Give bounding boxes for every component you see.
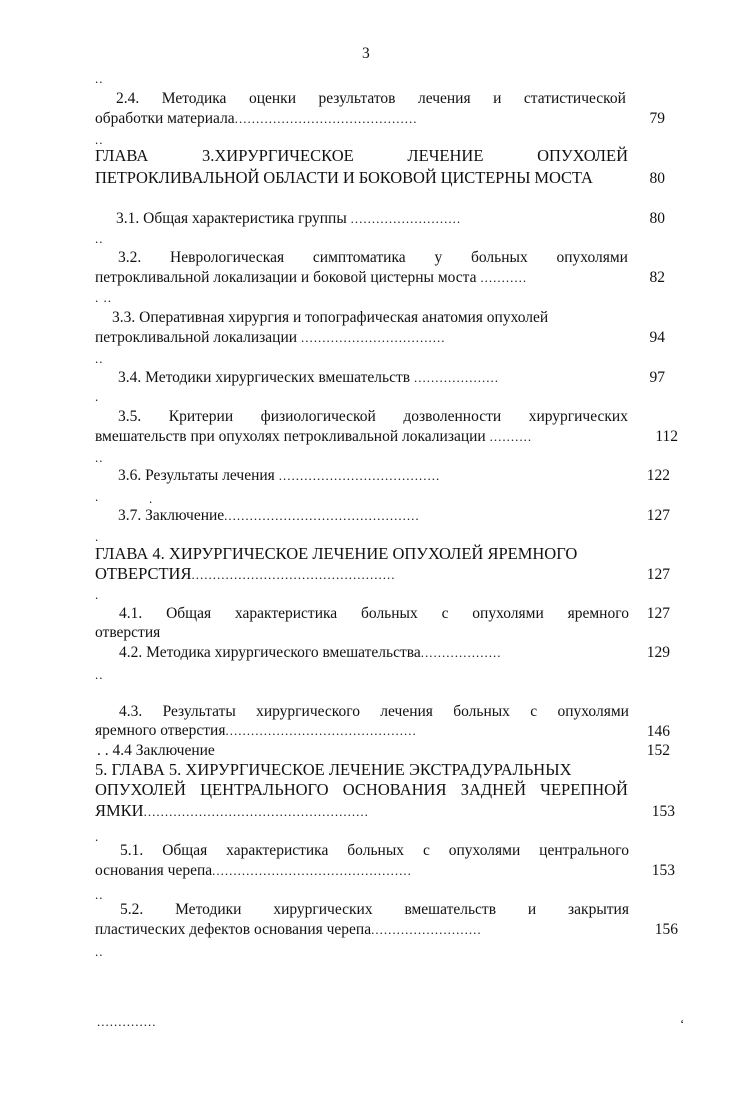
toc-entry-4-4: . . 4.4 Заключение — [97, 742, 215, 759]
toc-entry-3-3-line2: петрокливальной локализации .................................. — [95, 329, 446, 346]
stray-dots: .. — [95, 450, 104, 465]
dot-leader: ........... — [480, 270, 528, 285]
toc-page-number: 129 — [646, 644, 670, 661]
toc-page-number: 156 — [654, 921, 678, 938]
dot-leader: ..................................................... — [143, 804, 369, 819]
dot-leader: .............................................. — [224, 508, 420, 523]
dot-leader: ...................................... — [278, 468, 441, 483]
stray-dots: .. — [95, 351, 104, 366]
toc-page-number: 127 — [646, 507, 670, 524]
toc-entry-3-1: 3.1. Общая характеристика группы .......................... — [116, 210, 462, 227]
toc-page-number: 79 — [649, 110, 665, 127]
toc-chapter-3-line2: ПЕТРОКЛИВАЛЬНОЙ ОБЛАСТИ И БОКОВОЙ ЦИСТЕРНЫ МОСТА — [95, 168, 593, 187]
dot-leader: ................... — [420, 645, 502, 660]
toc-page-number: 97 — [649, 369, 665, 386]
toc-page-number: 153 — [651, 862, 675, 879]
stray-dots: . .. — [95, 290, 112, 305]
toc-entry-4-1-line1: 4.1. Общая характеристика больных с опухолями яремного — [119, 605, 629, 622]
toc-entry-3-5-line1: 3.5. Критерии физиологической дозволенности хирургических — [118, 408, 628, 425]
toc-entry-3-3-line1: 3.3. Оперативная хирургия и топографическая анатомия опухолей — [112, 309, 549, 326]
toc-page-number: 112 — [655, 428, 678, 445]
dot-leader: .................... — [413, 370, 499, 385]
toc-page-number: 80 — [649, 210, 665, 227]
toc-page-number: 153 — [651, 803, 675, 820]
stray-dots: . — [95, 389, 100, 404]
toc-entry-3-2-line2: петрокливальной локализации и боковой цистерны моста ........... — [95, 269, 528, 286]
toc-entry-4-3-line1: 4.3. Результаты хирургического лечения больных с опухолями — [119, 703, 629, 720]
toc-entry-5-2-line1: 5.2. Методики хирургических вмешательств и закрытия — [120, 901, 629, 918]
toc-entry-3-2-line1: 3.2. Неврологическая симптоматика у больных опухолями — [118, 249, 628, 266]
toc-chapter-5-line3: ЯМКИ..................................................... — [95, 801, 369, 820]
page-number: 3 — [362, 45, 370, 62]
toc-entry-3-7: 3.7. Заключение.............................................. — [118, 507, 420, 524]
toc-entry-2-4-line1: 2.4. Методика оценки результатов лечения и статистической — [116, 90, 626, 107]
dot-leader: ................................................ — [191, 567, 396, 582]
dot-leader: .......................... — [371, 922, 482, 937]
toc-page-number: 80 — [649, 170, 665, 187]
toc-page-number: 127 — [646, 566, 670, 583]
stray-dots: ‘ — [680, 1016, 686, 1031]
toc-chapter-4-line1: ГЛАВА 4. ХИРУРГИЧЕСКОЕ ЛЕЧЕНИЕ ОПУХОЛЕЙ ЯРЕМНОГО — [95, 544, 578, 563]
stray-dots: .. — [95, 132, 104, 147]
toc-entry-3-5-line2: вмешательств при опухолях петрокливальной локализации .......... — [95, 428, 533, 445]
toc-page-number: 127 — [646, 605, 670, 622]
toc-entry-4-1-line2: отверстия — [95, 624, 161, 641]
toc-page-number: 122 — [646, 467, 670, 484]
dot-leader: .................................. — [300, 330, 446, 345]
stray-dots: .. — [95, 231, 104, 246]
toc-chapter-5-line2: ОПУХОЛЕЙ ЦЕНТРАЛЬНОГО ОСНОВАНИЯ ЗАДНЕЙ ЧЕРЕПНОЙ — [95, 780, 628, 799]
toc-page-number: 82 — [649, 269, 665, 286]
stray-dots: . — [95, 829, 100, 844]
toc-page-number: 94 — [649, 329, 665, 346]
dot-leader: ........................................... — [234, 111, 418, 126]
dot-leader: .......... — [489, 429, 533, 444]
dot-leader: .......................... — [350, 211, 462, 226]
toc-entry-3-4: 3.4. Методики хирургических вмешательств .................... — [118, 369, 499, 386]
stray-dots: .. — [95, 887, 104, 902]
toc-chapter-4-line2: ОТВЕРСТИЯ................................................ — [95, 564, 396, 583]
toc-page-number: 152 — [646, 742, 670, 759]
dot-leader: ............................................. — [225, 723, 417, 738]
toc-page-number: 146 — [646, 723, 670, 740]
dot-leader: ............................................... — [212, 863, 412, 878]
stray-dots: . — [95, 587, 100, 602]
toc-entry-5-1-line2: основания черепа............................................... — [95, 862, 412, 879]
stray-dots: . — [95, 489, 100, 504]
stray-dots: .............. — [97, 1014, 157, 1029]
stray-dots: .. — [95, 944, 104, 959]
toc-entry-2-4-line2: обработки материала........................................... — [95, 110, 418, 127]
stray-dots: . — [149, 491, 154, 506]
toc-entry-5-2-line2: пластических дефектов основания черепа.......................... — [95, 921, 482, 938]
toc-entry-5-1-line1: 5.1. Общая характеристика больных с опухолями центрального — [120, 842, 629, 859]
stray-dots: .. — [95, 667, 104, 682]
toc-entry-4-3-line2: яремного отверстия............................................. — [95, 722, 417, 739]
stray-dots: . — [95, 529, 100, 544]
toc-entry-3-6: 3.6. Результаты лечения ...................................... — [118, 467, 441, 484]
toc-chapter-3-line1: ГЛАВА 3.ХИРУРГИЧЕСКОЕ ЛЕЧЕНИЕ ОПУХОЛЕЙ — [95, 146, 628, 165]
toc-chapter-5-line1: 5. ГЛАВА 5. ХИРУРГИЧЕСКОЕ ЛЕЧЕНИЕ ЭКСТРАДУРАЛЬНЫХ — [95, 760, 572, 779]
stray-dots: .. — [95, 71, 104, 86]
toc-entry-4-2: 4.2. Методика хирургического вмешательства................... — [119, 644, 502, 661]
